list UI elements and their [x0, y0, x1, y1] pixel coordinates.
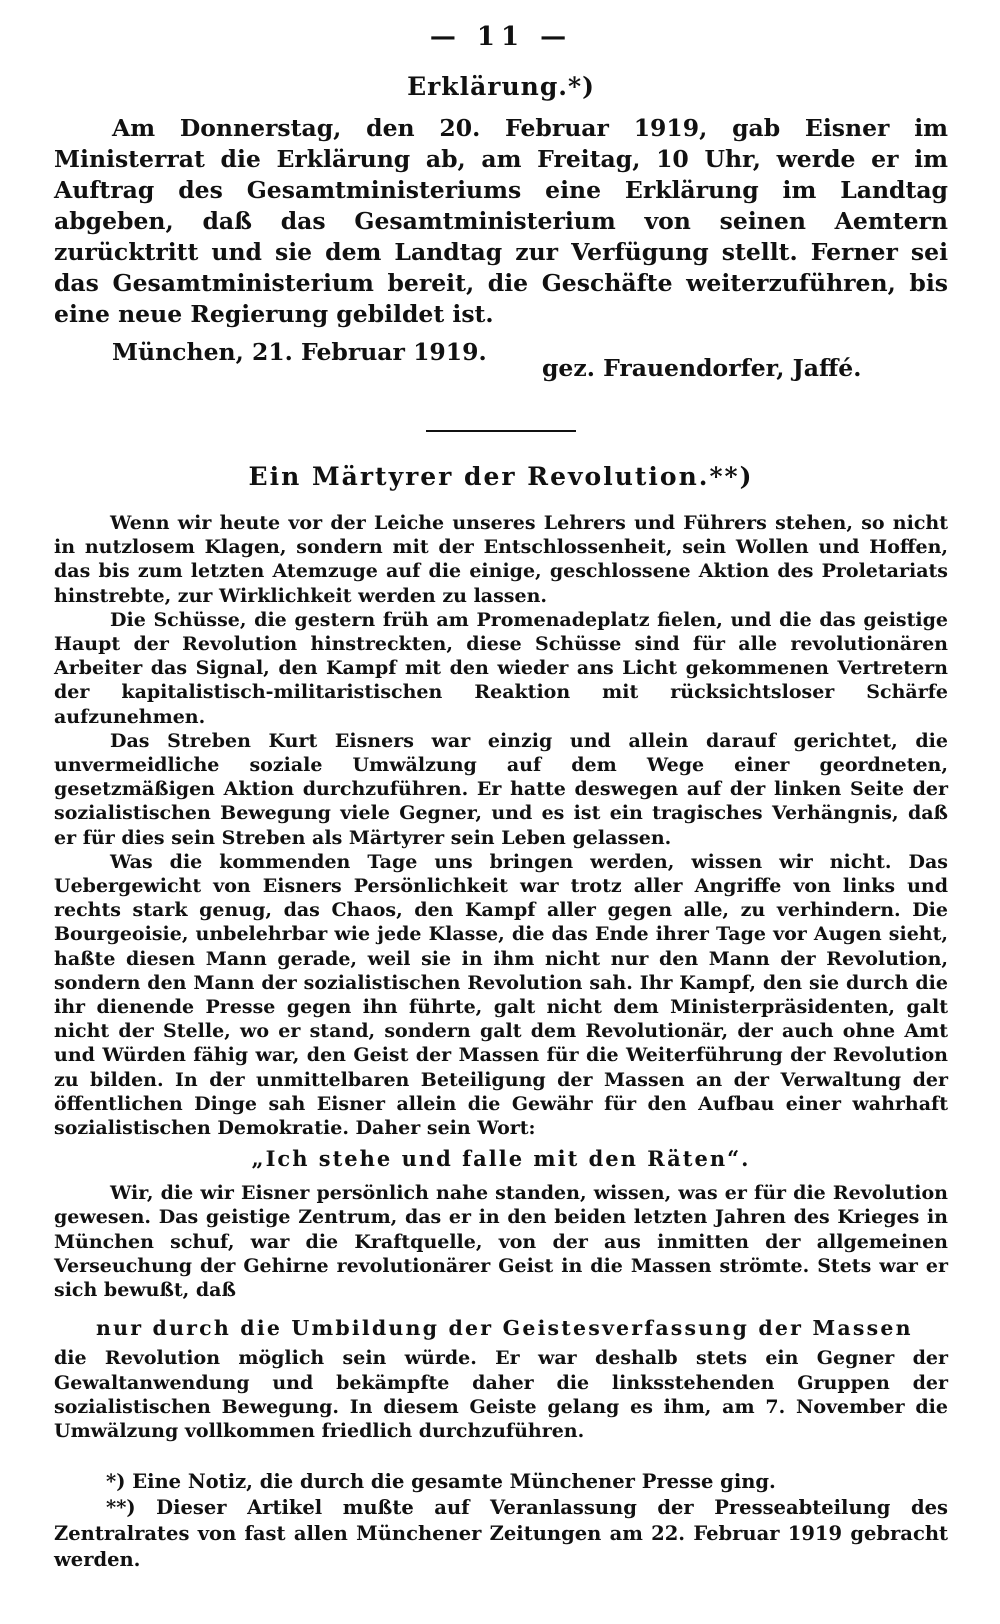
footnote: *) Eine Notiz, die durch die gesamte Münchener Presse ging. — [106, 1470, 776, 1494]
maertyrer-body — [54, 511, 948, 1443]
place-date: München, 21. Februar 1919. — [112, 338, 487, 366]
paragraph: Wir, die wir Eisner persönlich nahe standen, wissen, was er für die Revolution gewesen. Das geistige Zentrum, das er in den beiden letzten Jahren des Krieges in München schuf, war die Kraftquelle, von der aus inmitten der allgemeinen Verseuchung der Gehirne revolutionärer Geist in die Massen strömte. Stets war er sich bewußt, daß — [54, 1182, 948, 1302]
section-title-maertyrer: Ein Märtyrer der Revolution.**) — [248, 462, 754, 491]
section-divider — [426, 430, 576, 432]
quote: „Ich stehe und falle mit den Räten“. — [251, 1146, 751, 1172]
footnotes — [54, 1469, 948, 1573]
emphasis-line: nur durch die Umbildung der Geistesverfassung der Massen — [96, 1316, 913, 1341]
paragraph: Wenn wir heute vor der Leiche unseres Lehrers und Führers stehen, so nicht in nutzlosem Klagen, sondern mit der Entschlossenheit, sein Wollen und Hoffen, das bis zum letzten Atemzuge auf die einige, geschlossene Aktion des Proletariats hinstrebte, zur Wirklichkeit werden zu lassen. — [54, 512, 948, 607]
signature-block — [54, 336, 948, 388]
erklaerung-body: Am Donnerstag, den 20. Februar 1919, gab Eisner im Ministerrat die Erklärung ab, am Freitag, 10 Uhr, werde er im Auftrag des Gesamtministeriums eine Erklärung im Landtag abgeben, daß das Gesamtministerium von seinen Aemtern zurücktritt und sie dem Landtag zur Verfügung stellt. Ferner sei das Gesamtministerium bereit, die Geschäfte weiterzuführen, bis eine neue Regierung gebildet ist. — [54, 114, 948, 328]
paragraph: Was die kommenden Tage uns bringen werden, wissen wir nicht. Das Uebergewicht von Eisners Persönlichkeit war trotz aller Angriffe von links und rechts stark genug, das Chaos, den Kampf aller gegen alle, zu verhindern. Die Bourgeoisie, unbelehrbar wie jede Klasse, die das Ende ihrer Tage vor Augen sieht, haßte diesen Mann gerade, weil sie in ihm nicht nur den Mann der Revolution, sondern den Mann der sozialistischen Revolution sah. Ihr Kampf, den sie durch die ihr dienende Presse gegen ihn führte, galt nicht dem Ministerpräsidenten, galt nicht der Stelle, wo er stand, sondern galt dem Revolutionär, der auch ohne Amt und Würden fähig war, den Geist der Massen für die Weiterführung der Revolution zu bilden. In der unmittelbaren Beteiligung der Massen an der Verwaltung der öffentlichen Dinge sah Eisner allein die Gewähr für den Aufbau einer wahrhaft sozialistischen Demokratie. Daher sein Wort: — [54, 850, 948, 1140]
paragraph: Das Streben Kurt Eisners war einzig und allein darauf gerichtet, die unvermeidliche soziale Umwälzung auf dem Wege einer geordneten, gesetzmäßigen Aktion durchzuführen. Er hatte deswegen auf der linken Seite der sozialistischen Bewegung viele Gegner, und es ist ein tragisches Verhängnis, daß er für dies sein Streben als Märtyrer sein Leben gelassen. — [54, 729, 948, 849]
paragraph: die Revolution möglich sein würde. Er war deshalb stets ein Gegner der Gewaltanwendung und bekämpfte daher die linksstehenden Gruppen der sozialistischen Bewegung. In diesem Geiste gelang es ihm, am 7. November die Umwälzung vollkommen friedlich durchzuführen. — [54, 1347, 948, 1442]
signers: gez. Frauendorfer, Jaffé. — [542, 354, 862, 382]
paragraph: Die Schüsse, die gestern früh am Promenadeplatz fielen, und die das geistige Haupt der Revolution hinstreckten, diese Schüsse sind für alle revolutionären Arbeiter das Signal, den Kampf mit den wieder ans Licht gekommenen Vertretern der kapitalistisch-militaristischen Reaktion mit rücksichtsloser Schärfe aufzunehmen. — [54, 608, 948, 728]
footnote: **) Dieser Artikel mußte auf Veranlassung der Presseabteilung des Zentralrates von fast allen Münchener Zeitungen am 22. Februar 1919 gebracht werden. — [54, 1496, 948, 1572]
section-title-erklaerung: Erklärung.*) — [407, 72, 595, 101]
page-number: — 11 — — [429, 22, 573, 52]
